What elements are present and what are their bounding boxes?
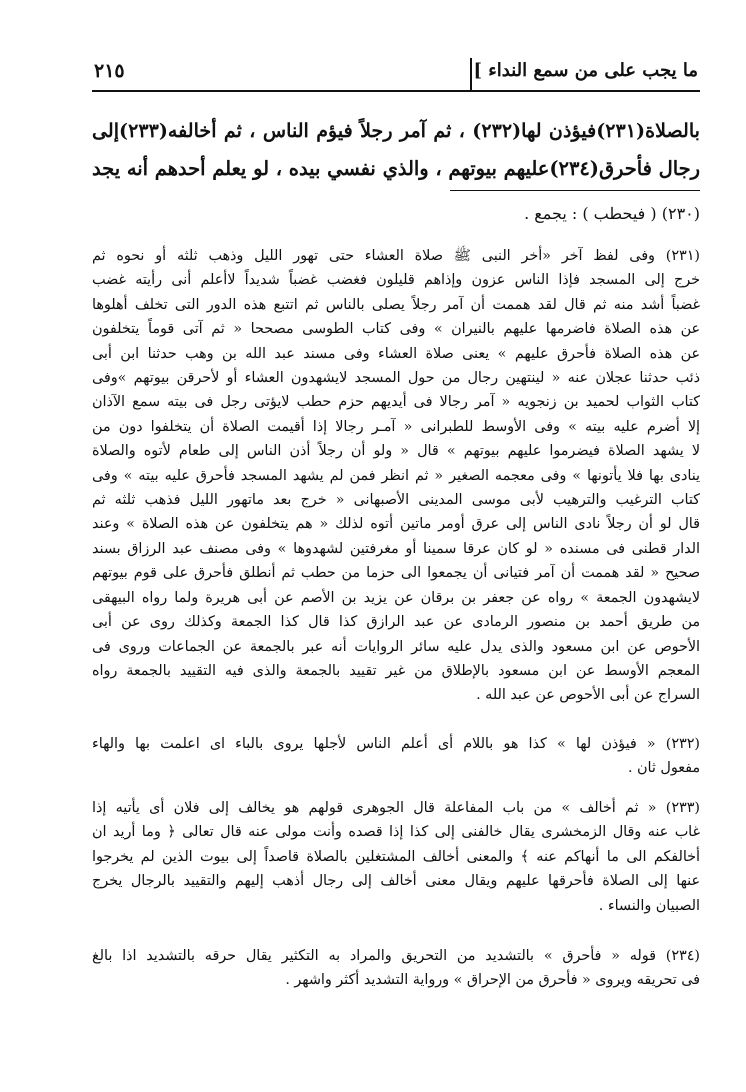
footnote-line: لا يشهد الصلاة فيضرموا عليهم بيوتهم » قال « ولو أن رجلاً أذن الناس إلى طعام لأتوه والصلاة — [92, 443, 700, 460]
footnote-line: المعجم الأوسط عن ابن مسعود بالإطلاق من غير تقييد بالجمعة والذى فيه التقييد بالجمعة رواه — [92, 662, 700, 679]
footnote-line: (٢٣٠) ( فيحطب ) : يجمع . — [524, 204, 700, 223]
footnote-line: كتاب الترغيب والترهيب لأبى موسى المدينى الأصبهانى « خرج بعد ماتهور الليل فذهب ثلثه ثم — [92, 492, 700, 509]
footnote-line: عن هذه الصلاة فأحرق عليهم » يعنى صلاة العشاء وفى مسند عبد الله بن وهب حدثنا ابن أبى — [92, 345, 700, 362]
footnote-line: قال لو أن رجلاً نادى الناس إلى عرق أومر ماتين أتوه لذلك « هم يتخلفون عن هذه الصلاة » وعند — [92, 516, 700, 533]
footnote-line: صحيح « لقد هممت أن آمر فتيانى أن يجمعوا الى حزما من حطب ثم أنطلق فأحرق على قوم بيوتهم — [92, 565, 700, 582]
footnote-line: عن هذه الصلاة فاضرمها عليهم بالنيران » وفى كتاب الطوسى مصححا « ثم آتى قوماً يتخلفون — [92, 321, 700, 338]
footnote-230 — [92, 202, 700, 226]
footnote-line: ذئب حدثنا عجلان عنه « لينتهين رجال من حول المسجد لايشهدون العشاء أو لأحرقن بيوتهم »وفى — [92, 370, 700, 387]
footnote-line: غاب عنه وقال الزمخشرى يقال خالفنى إلى كذا إذا قصده وأنت مولى عنه قال تعالى ﴿ وما أريد ان — [92, 824, 700, 841]
chapter-title: ما يجب على من سمع النداء ] — [473, 60, 698, 81]
footnote-line: غضباً أشد منه ثم قال لقد هممت أن آمر رجلاً يصلى بالناس ثم اتتبع هذه الدور التى تخلف أهلوها — [92, 296, 700, 313]
footnote-line: خرج إلى المسجد فإذا الناس عزون وإذاهم قليلون فغضب غضباً شديداً لاأعلم أنى رأيته غضب — [92, 272, 700, 289]
footnote-line: لايشهدون الجمعة » رواه عن جعفر بن برقان عن يزيد بن الأصم عن أبى هريرة ولما رواه البيهقى — [92, 589, 700, 606]
footnote-line: الأحوص عن ابن مسعود والذى يدل عليه سائر الروايات أنه عبر بالجمعة عن الجماعات وروى فى — [92, 638, 700, 655]
footnote-line: أخالفكم الى ما أنهاكم عنه ﴾ والمعنى أخالف المشتغلين بالصلاة قاصداً إلى بيوت الذين لم يخرجوا — [92, 848, 700, 865]
footnote-separator — [450, 190, 700, 191]
header-divider — [470, 58, 472, 90]
page-number: ٢١٥ — [94, 60, 125, 82]
footnote-232 — [92, 732, 700, 781]
footnote-line: (٢٣١) وفى لفظ آخر «أخر النبى ﷺ صلاة العشاء حتى تهور الليل وذهب ثلثه أو نحوه ثم — [92, 248, 700, 264]
footnote-line: ينادى بها فلا يأتونها » وفى معجمه الصغير « ثم انظر فمن لم يشهد المسجد فأحرق عليه بيته » وفى — [92, 467, 700, 484]
footnote-line: عنها إلى الصلاة فأحرقها عليهم ويقال معنى أخالف إلى رجال أذهب إليهم والتقييد بالرجال يخرج — [92, 873, 700, 890]
main-line: بالصلاة(٢٣١)فيؤذن لها(٢٣٢) ، ثم آمر رجلاً فيؤم الناس ، ثم أخالفه(٢٣٣)إلى — [92, 119, 700, 142]
footnote-line: فى تحريقه ويروى « فأحرق من الإحراق » ورواية التشديد أكثر واشهر . — [285, 972, 700, 989]
footnote-line: من طريق أحمد بن منصور الرمادى عن عبد الرازق كذا قال كذا الجمعة وكذلك روى عن أبى — [92, 614, 700, 631]
footnote-line: مفعول ثان . — [627, 760, 700, 777]
footnote-line: الصبيان والنساء . — [598, 897, 700, 914]
footnote-line: الدار قطنى فى مسنده « لو كان عرقا سمينا أو مغرفتين لشهدوها » وفى مصنف عبد الرزاق بسند — [92, 540, 700, 557]
footnote-line: (٢٣٢) « فيؤذن لها » كذا هو باللام أى أعلم الناس لأجلها يروى بالباء اى اعلمت بها والهاء — [92, 736, 700, 752]
main-line: رجال فأحرق(٢٣٤)عليهم بيوتهم ، والذي نفسي بيده ، لو يعلم أحدهم أنه يجد — [92, 157, 700, 180]
running-header — [92, 56, 700, 92]
footnote-line: إلا أضرم عليه بيته » وفى الأوسط للطبرانى « آمـر رجالا إذا أقيمت الصلاة أن يتخلفوا دون من — [92, 418, 700, 435]
footnote-231 — [92, 244, 700, 708]
footnote-line: كتاب الثواب لحميد بن زنجويه « آمر رجالا فى أيديهم حزم حطب لايؤتى رجل فى بيته سمع الآذان — [92, 394, 700, 411]
footnote-234 — [92, 944, 700, 993]
footnote-233 — [92, 796, 700, 918]
footnote-line: السراج عن أبى الأحوص عن عبد الله . — [476, 687, 700, 704]
footnote-line: (٢٣٣) « ثم أخالف » من باب المفاعلة قال الجوهرى قولهم هو يخالف إلى فلان أى يأتيه إذا — [92, 800, 700, 816]
footnote-line: (٢٣٤) قوله « فأحرق » بالتشديد من التحريق والمراد به التكثير يقال حرقه بالتشديد اذا بالغ — [92, 948, 700, 964]
main-text — [92, 112, 700, 188]
